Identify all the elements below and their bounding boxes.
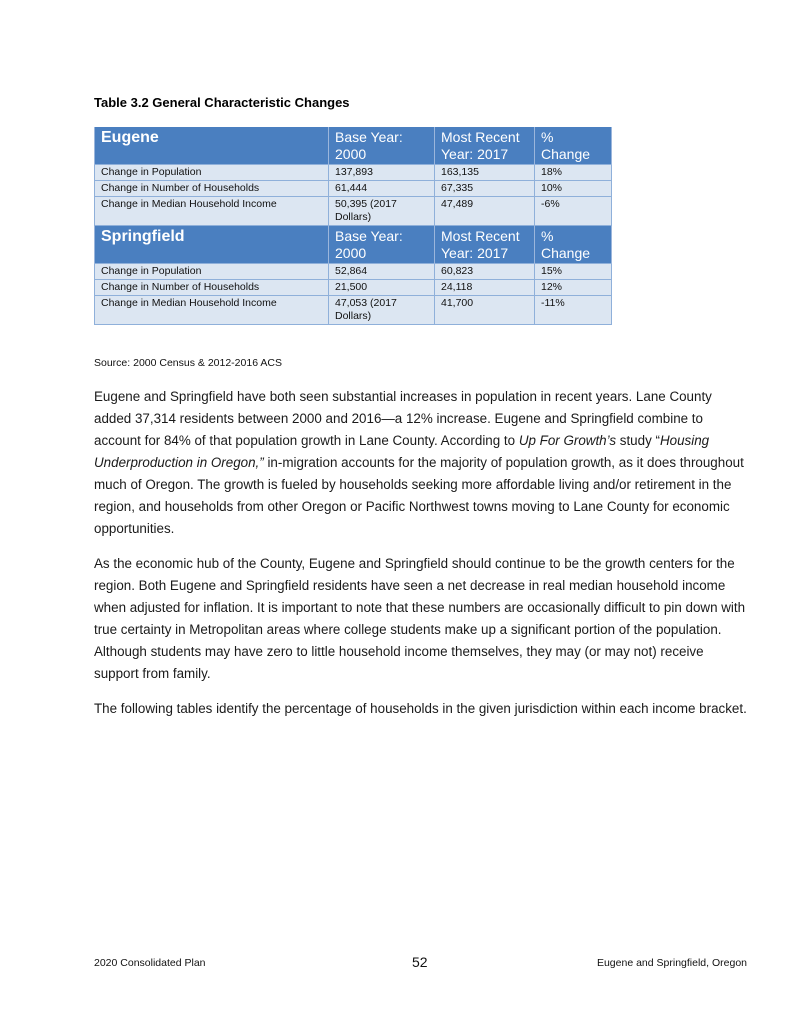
change-value: 15% <box>535 264 612 280</box>
row-label: Change in Median Household Income <box>95 197 329 226</box>
row-label: Change in Number of Households <box>95 181 329 197</box>
table-title: Table 3.2 General Characteristic Changes <box>94 95 350 110</box>
column-header-base-year: Base Year: 2000 <box>329 226 435 264</box>
recent-value: 24,118 <box>435 280 535 296</box>
base-value: 137,893 <box>329 165 435 181</box>
paragraph-text: The following tables identify the percentage of households in the given jurisdiction within each income bracket. <box>94 701 747 716</box>
column-header-change: % Change <box>535 127 612 165</box>
row-label: Change in Number of Households <box>95 280 329 296</box>
column-header-change: % Change <box>535 226 612 264</box>
jurisdiction-name: Springfield <box>95 226 329 264</box>
table-header-row <box>95 226 612 264</box>
paragraph-text: in-migration accounts for the majority of population growth, as it does throughout much of Oregon. The growth is fueled by households seeking more affordable living and/or retirement in the region, and households from other Oregon or Pacific Northwest towns moving to Lane County for economic opportunities. <box>94 455 744 536</box>
change-value: 18% <box>535 165 612 181</box>
footer-jurisdiction: Eugene and Springfield, Oregon <box>596 957 747 969</box>
base-value: 21,500 <box>329 280 435 296</box>
paragraph-economic-hub <box>94 553 748 685</box>
column-header-most-recent: Most Recent Year: 2017 <box>435 226 535 264</box>
base-value: 61,444 <box>329 181 435 197</box>
table-row <box>95 296 612 325</box>
row-label: Change in Population <box>95 165 329 181</box>
base-value: 47,053 (2017 Dollars) <box>329 296 435 325</box>
italic-source-name: Up For Growth’s <box>518 433 617 448</box>
footer-plan-title: 2020 Consolidated Plan <box>94 957 206 969</box>
column-header-base-year: Base Year: 2000 <box>329 127 435 165</box>
base-value: 50,395 (2017 Dollars) <box>329 197 435 226</box>
change-value: 10% <box>535 181 612 197</box>
recent-value: 163,135 <box>435 165 535 181</box>
paragraph-income-tables-intro <box>94 698 748 720</box>
base-value: 52,864 <box>329 264 435 280</box>
row-label: Change in Median Household Income <box>95 296 329 325</box>
table-row <box>95 197 612 226</box>
footer-page-number: 52 <box>412 954 428 970</box>
recent-value: 41,700 <box>435 296 535 325</box>
change-value: 12% <box>535 280 612 296</box>
row-label: Change in Population <box>95 264 329 280</box>
table-row <box>95 181 612 197</box>
change-value: -11% <box>535 296 612 325</box>
recent-value: 67,335 <box>435 181 535 197</box>
jurisdiction-name: Eugene <box>95 127 329 165</box>
change-value: -6% <box>535 197 612 226</box>
recent-value: 60,823 <box>435 264 535 280</box>
paragraph-population-growth <box>94 386 748 540</box>
characteristics-table <box>94 127 612 325</box>
paragraph-text: As the economic hub of the County, Eugene and Springfield should continue to be the growth centers for the region. Both Eugene and Springfield residents have seen a net decrease in real median household income when adjusted for inflation. It is important to note that these numbers are occasionally difficult to pin down with true certainty in Metropolitan areas where college students make up a significant portion of the population. Although students may have zero to little household income themselves, they may (or may not) receive support from family. <box>94 556 746 681</box>
recent-value: 47,489 <box>435 197 535 226</box>
table-header-row <box>95 127 612 165</box>
table-source-note: Source: 2000 Census & 2012-2016 ACS <box>94 357 282 369</box>
paragraph-text: Eugene and Springfield have both seen substantial increases in population in recent years. Lane County added 37,314 residents between 2000 and 2016—a 12% increase. Eugene and Springfield combine to account for 84% of that population growth in Lane County. According to <box>94 389 712 448</box>
table-row <box>95 165 612 181</box>
paragraph-text: study “ <box>616 433 660 448</box>
table-row <box>95 280 612 296</box>
italic-study-title: Housing Underproduction in Oregon,” <box>94 433 710 470</box>
table-row <box>95 264 612 280</box>
column-header-most-recent: Most Recent Year: 2017 <box>435 127 535 165</box>
